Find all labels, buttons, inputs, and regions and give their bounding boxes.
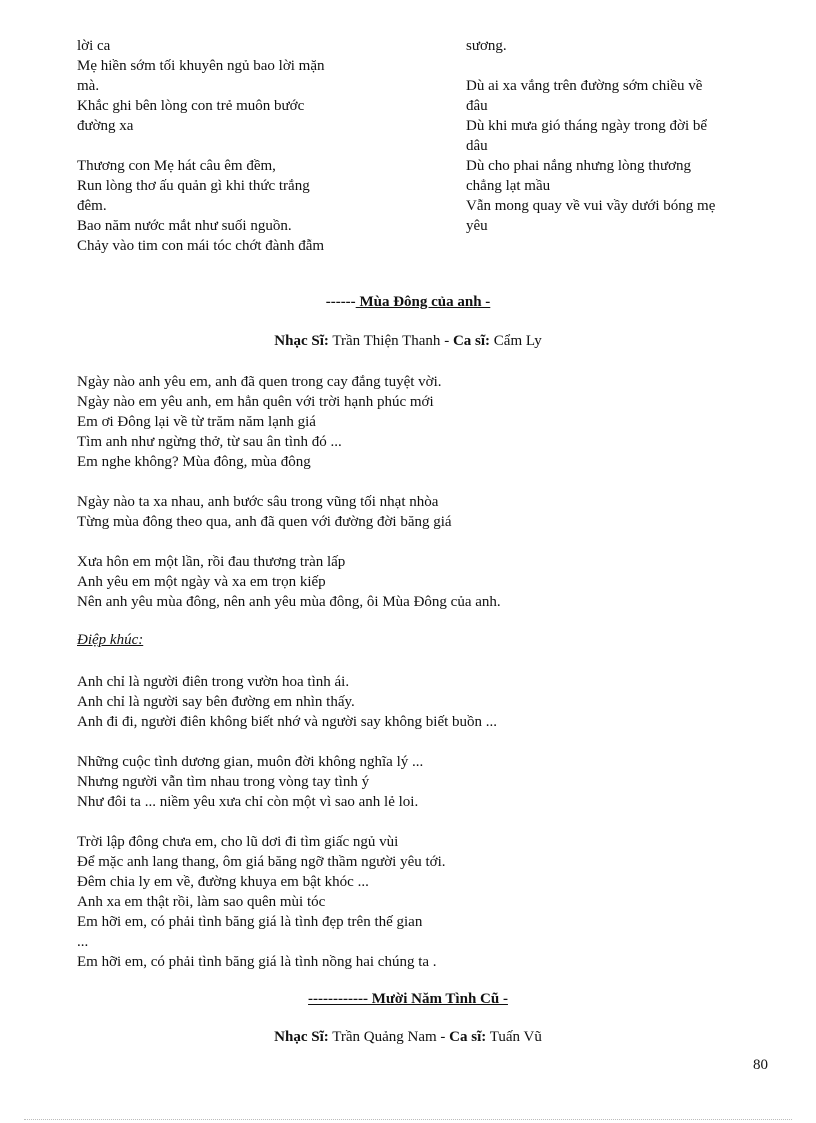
lyric-line: Dù ai xa vắng trên đường sớm chiều về — [466, 78, 703, 94]
credit-separator: - — [440, 333, 453, 349]
lyric-line: lời ca — [77, 38, 111, 54]
lyric-line: Anh xa em thật rồi, làm sao quên mùi tóc — [77, 894, 326, 910]
lyric-line: Ngày nào em yêu anh, em hẳn quên với trời hạnh phúc mới — [77, 394, 434, 410]
song-title-text: Mùa Đông của anh - — [355, 294, 491, 310]
lyric-line: Nhưng người vẫn tìm nhau trong vòng tay tình ý — [77, 774, 370, 790]
lyric-line: Dù cho phai nắng nhưng lòng thương — [466, 158, 691, 174]
lyric-line: Như đôi ta ... niềm yêu xưa chỉ còn một vì sao anh lẻ loi. — [77, 794, 419, 810]
song-credits — [0, 1029, 816, 1046]
lyric-line: Ngày nào ta xa nhau, anh bước sâu trong vũng tối nhạt nhòa — [77, 494, 439, 510]
song-credits — [0, 333, 816, 350]
singer-name: Cẩm Ly — [490, 333, 542, 349]
lyric-line: Để mặc anh lang thang, ôm giá băng ngỡ thầm người yêu tới. — [77, 854, 446, 870]
refrain-label: Điệp khúc: — [77, 632, 144, 648]
lyric-line: Em ơi Đông lại về từ trăm năm lạnh giá — [77, 414, 316, 430]
lyric-line: sương. — [466, 38, 507, 54]
lyric-line: Em nghe không? Mùa đông, mùa đông — [77, 454, 311, 470]
singer-label: Ca sĩ: — [449, 1029, 487, 1045]
lyric-line: dâu — [466, 138, 488, 154]
song-title — [0, 294, 816, 311]
lyric-line: Anh đi đi, người điên không biết nhớ và người say không biết buồn ... — [77, 714, 498, 730]
lyric-line: đâu — [466, 98, 488, 114]
composer-label: Nhạc Sĩ: — [274, 1029, 329, 1045]
chorus-2 — [77, 752, 423, 812]
composer-name: Trần Thiện Thanh — [328, 333, 441, 349]
lyric-line: Anh yêu em một ngày và xa em trọn kiếp — [77, 574, 326, 590]
lyric-line: Anh chỉ là người điên trong vườn hoa tình ái. — [77, 674, 350, 690]
lyric-line: Từng mùa đông theo qua, anh đã quen với đường đời băng giá — [77, 514, 452, 530]
blank-line — [77, 136, 387, 156]
lyric-line: Chảy vào tim con mái tóc chớt đành đẫm — [77, 238, 325, 254]
lyric-line: Những cuộc tình dương gian, muôn đời không nghĩa lý ... — [77, 754, 424, 770]
page-number: 80 — [753, 1057, 768, 1073]
continuation-right-column — [466, 36, 776, 236]
lyric-line: Dù khi mưa gió tháng ngày trong đời bể — [466, 118, 708, 134]
verse-1 — [77, 372, 442, 472]
chorus-1 — [77, 672, 497, 732]
verse-3 — [77, 552, 501, 612]
singer-label: Ca sĩ: — [452, 333, 491, 349]
lyric-line: ... — [77, 934, 89, 950]
lyric-line: Đêm chia ly em về, đường khuya em bật khóc ... — [77, 874, 369, 890]
lyric-line: Em hỡi em, có phải tình băng giá là tình đẹp trên thế gian — [77, 914, 423, 930]
footer-divider — [24, 1119, 792, 1120]
lyric-line: đường xa — [77, 118, 134, 134]
verse-2 — [77, 492, 452, 532]
lyric-line: Tìm anh như ngừng thở, từ sau ân tình đó ... — [77, 434, 342, 450]
song-title-text: Mười Năm Tình Cũ - — [367, 991, 508, 1007]
blank-line — [466, 56, 776, 76]
lyric-line: Khắc ghi bên lòng con trẻ muôn bước — [77, 98, 305, 114]
lyric-line: chẳng lạt mầu — [466, 178, 551, 194]
lyric-line: Ngày nào anh yêu em, anh đã quen trong cay đắng tuyệt vời. — [77, 374, 442, 390]
lyric-line: yêu — [466, 218, 488, 234]
lyric-line: Vẫn mong quay về vui vầy dưới bóng mẹ — [466, 198, 716, 214]
lyric-line: Xưa hôn em một lần, rồi đau thương tràn lấp — [77, 554, 346, 570]
lyric-line: Run lòng thơ ấu quản gì khi thức trắng — [77, 178, 310, 194]
song-title — [0, 991, 816, 1008]
lyric-line: Mẹ hiền sớm tối khuyên ngủ bao lời mặn — [77, 58, 325, 74]
composer-label: Nhạc Sĩ: — [274, 333, 329, 349]
title-prefix: ------------ — [308, 991, 368, 1007]
lyric-line: Trời lập đông chưa em, cho lũ dơi đi tìm giấc ngủ vùi — [77, 834, 399, 850]
chorus-3 — [77, 832, 446, 972]
lyric-line: Thương con Mẹ hát câu êm đềm, — [77, 158, 276, 174]
credit-separator: - — [436, 1029, 450, 1045]
singer-name: Tuấn Vũ — [486, 1029, 542, 1045]
lyric-line: đêm. — [77, 198, 107, 214]
lyric-line: Em hỡi em, có phải tình băng giá là tình nồng hai chúng ta . — [77, 954, 437, 970]
lyric-line: Bao năm nước mắt như suối nguồn. — [77, 218, 292, 234]
title-prefix: ------ — [325, 294, 356, 310]
continuation-left-column — [77, 36, 387, 256]
lyric-line: mà. — [77, 78, 100, 94]
lyric-line: Nên anh yêu mùa đông, nên anh yêu mùa đông, ôi Mùa Đông của anh. — [77, 594, 501, 610]
lyric-line: Anh chỉ là người say bên đường em nhìn thấy. — [77, 694, 355, 710]
composer-name: Trần Quảng Nam — [328, 1029, 437, 1045]
